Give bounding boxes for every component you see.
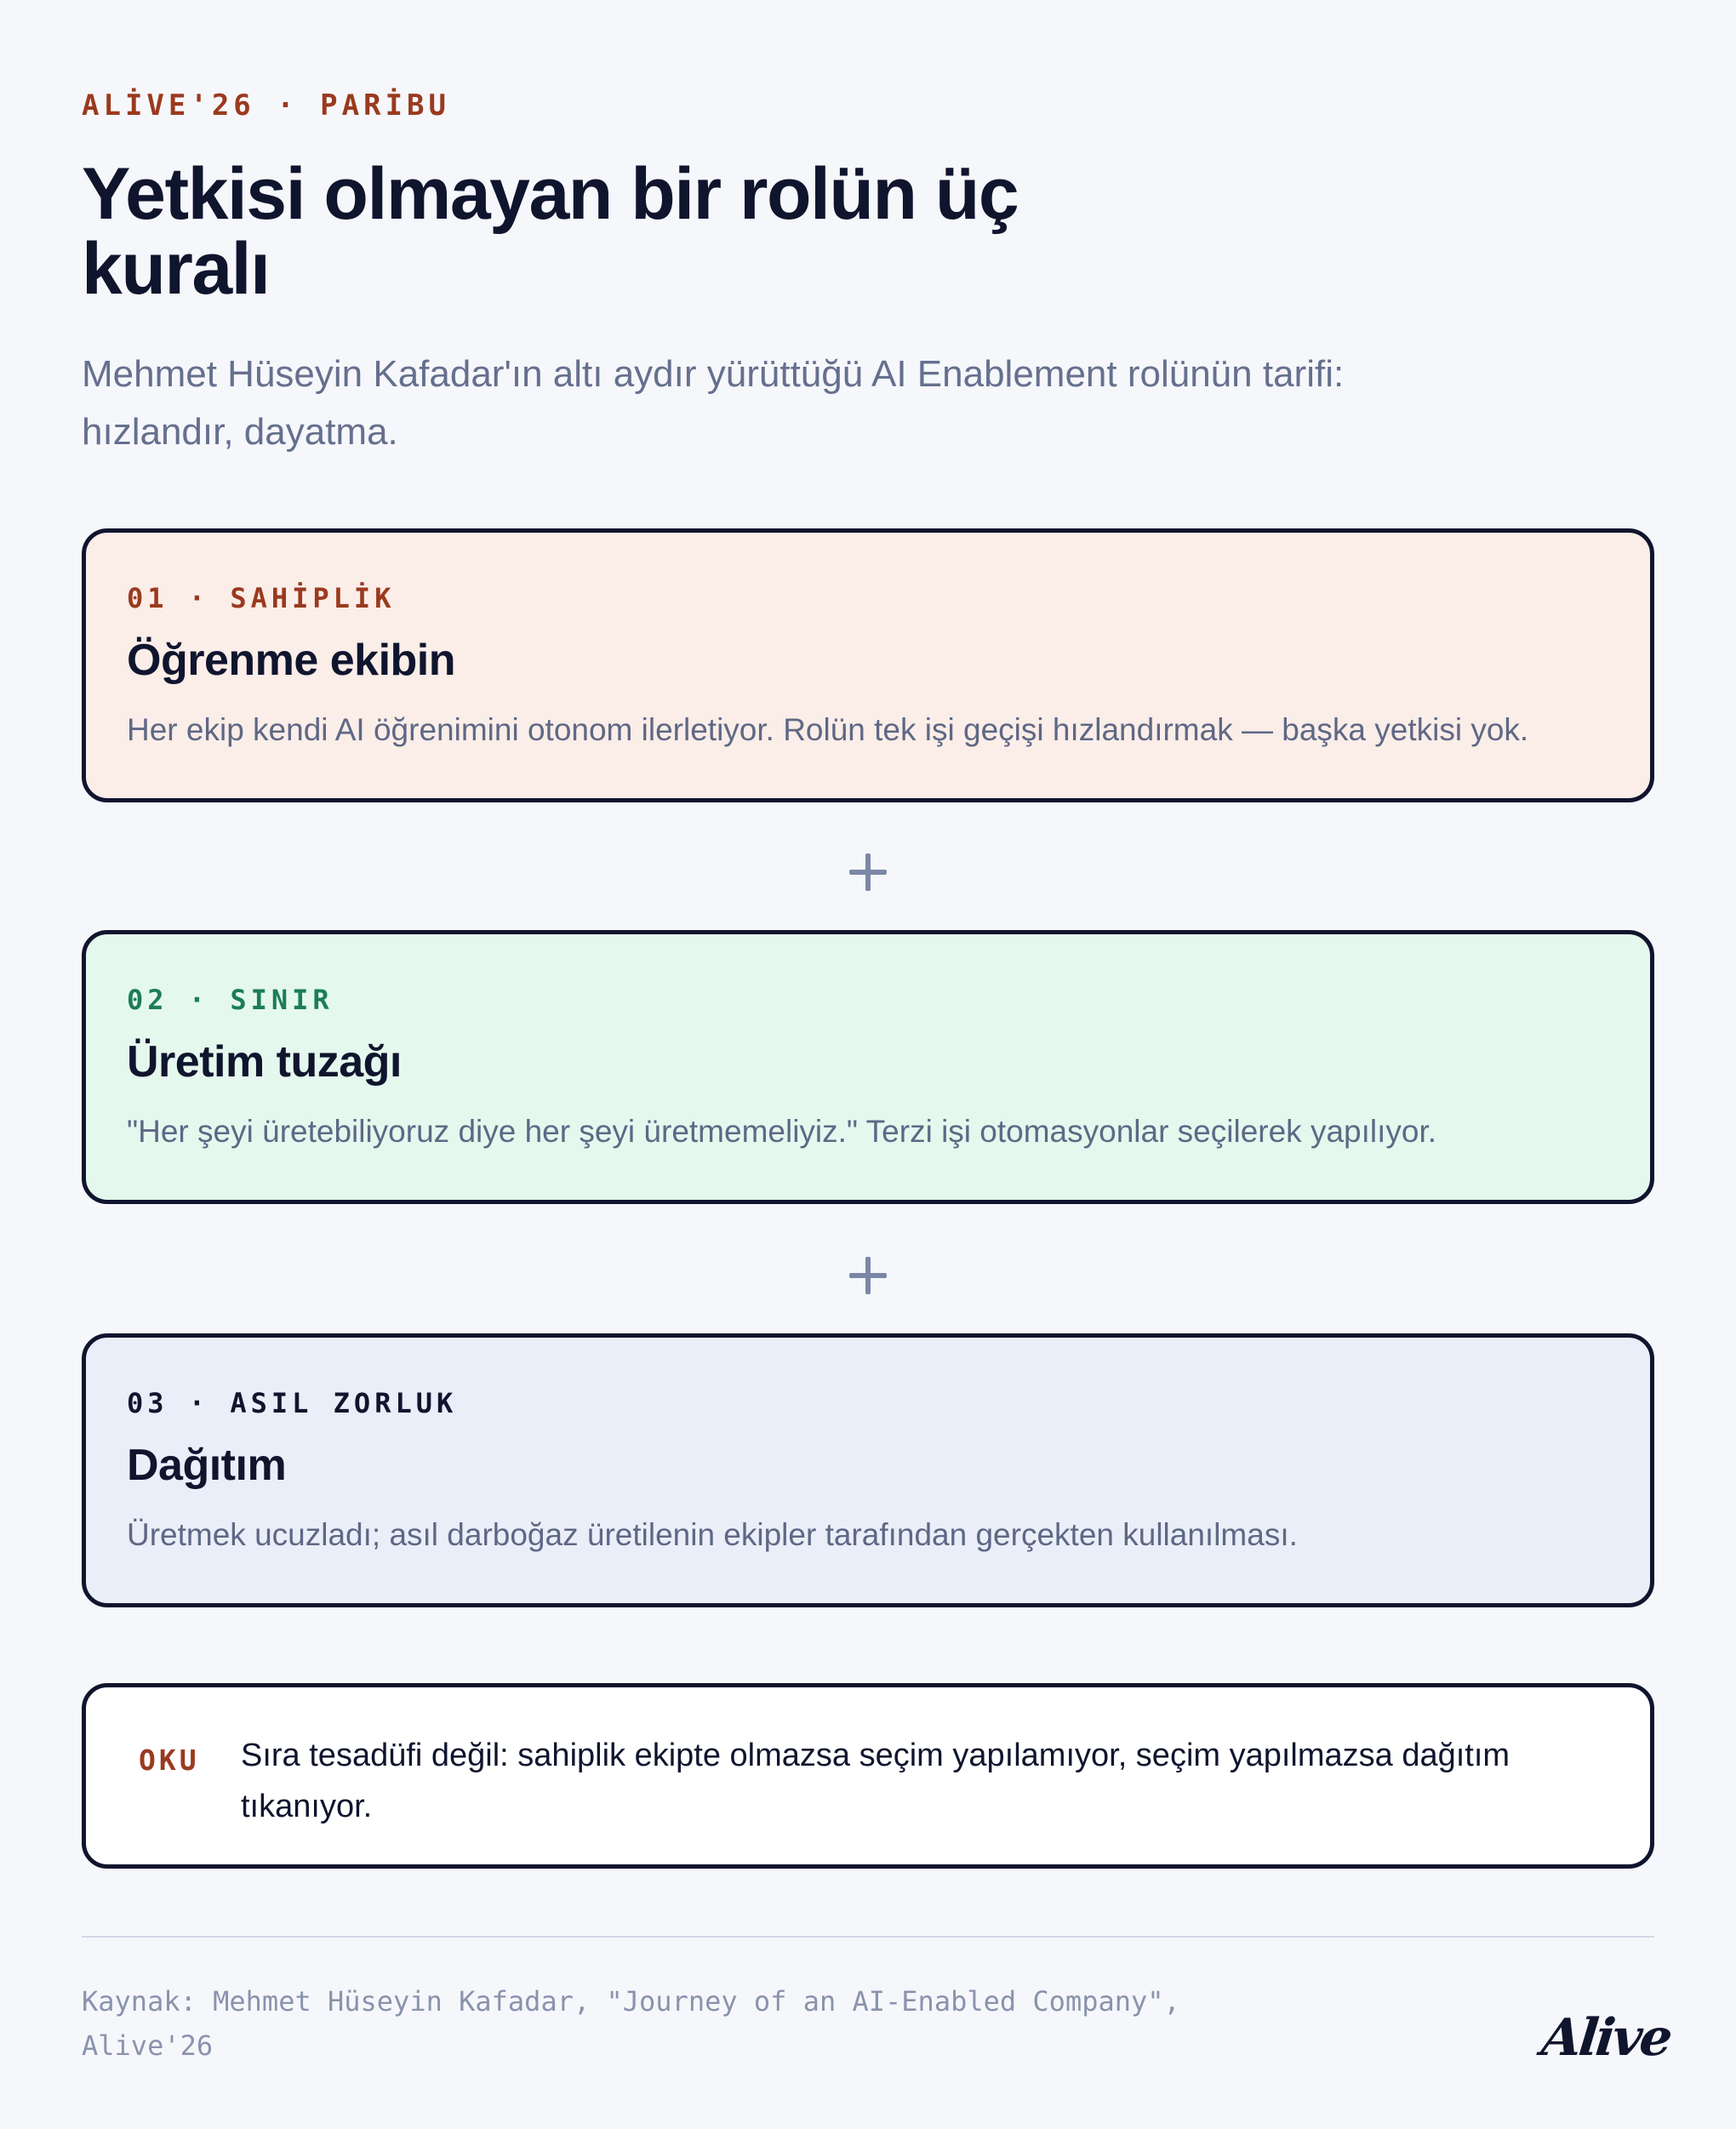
rule-kicker: 01 · SAHİPLİK [127,582,396,614]
rule-body: Her ekip kendi AI öğrenimini otonom ilerletiyor. Rolün tek işi geçişi hızlandırmak — başka yetkisi yok. [127,712,1529,747]
rule-title: Üretim tuzağı [127,1037,402,1087]
rule-kicker: 02 · SINIR [127,984,334,1016]
reading-note [82,1683,1654,1869]
note-label: OKU [139,1744,200,1777]
rule-title: Öğrenme ekibin [127,636,455,685]
source-citation: Kaynak: Mehmet Hüseyin Kafadar, "Journey of an AI-Enabled Company", Alive'26 [82,1985,1180,2062]
alive-logo: Alive [1539,2008,1673,2068]
plus-icon [849,1257,887,1294]
page-subtitle: Mehmet Hüseyin Kafadar'ın altı aydır yürüttüğü AI Enablement rolünün tarifi: hızlandır, dayatma. [82,353,1345,453]
infographic-page [82,0,1673,2129]
rule-card-ownership [82,528,1654,802]
event-eyebrow: ALİVE'26 · PARİBU [82,88,450,123]
rule-card-boundary [82,930,1654,1204]
rule-body: "Her şeyi üretebiliyoruz diye her şeyi üretmemeliyiz." Terzi işi otomasyonlar seçilerek yapılıyor. [127,1114,1437,1149]
rule-kicker: 03 · ASIL ZORLUK [127,1387,458,1419]
rule-card-distribution [82,1333,1654,1607]
note-text: Sıra tesadüfi değil: sahiplik ekipte olmazsa seçim yapılamıyor, seçim yapılmazsa dağıtım tıkanıyor. [241,1738,1510,1824]
rule-title: Dağıtım [127,1441,287,1490]
rule-body: Üretmek ucuzladı; asıl darboğaz üretilenin ekipler tarafından gerçekten kullanılması. [127,1517,1298,1552]
footer-divider [82,1936,1654,1938]
page-title: Yetkisi olmayan bir rolün üç kuralı [82,153,1019,310]
plus-icon [849,853,887,891]
